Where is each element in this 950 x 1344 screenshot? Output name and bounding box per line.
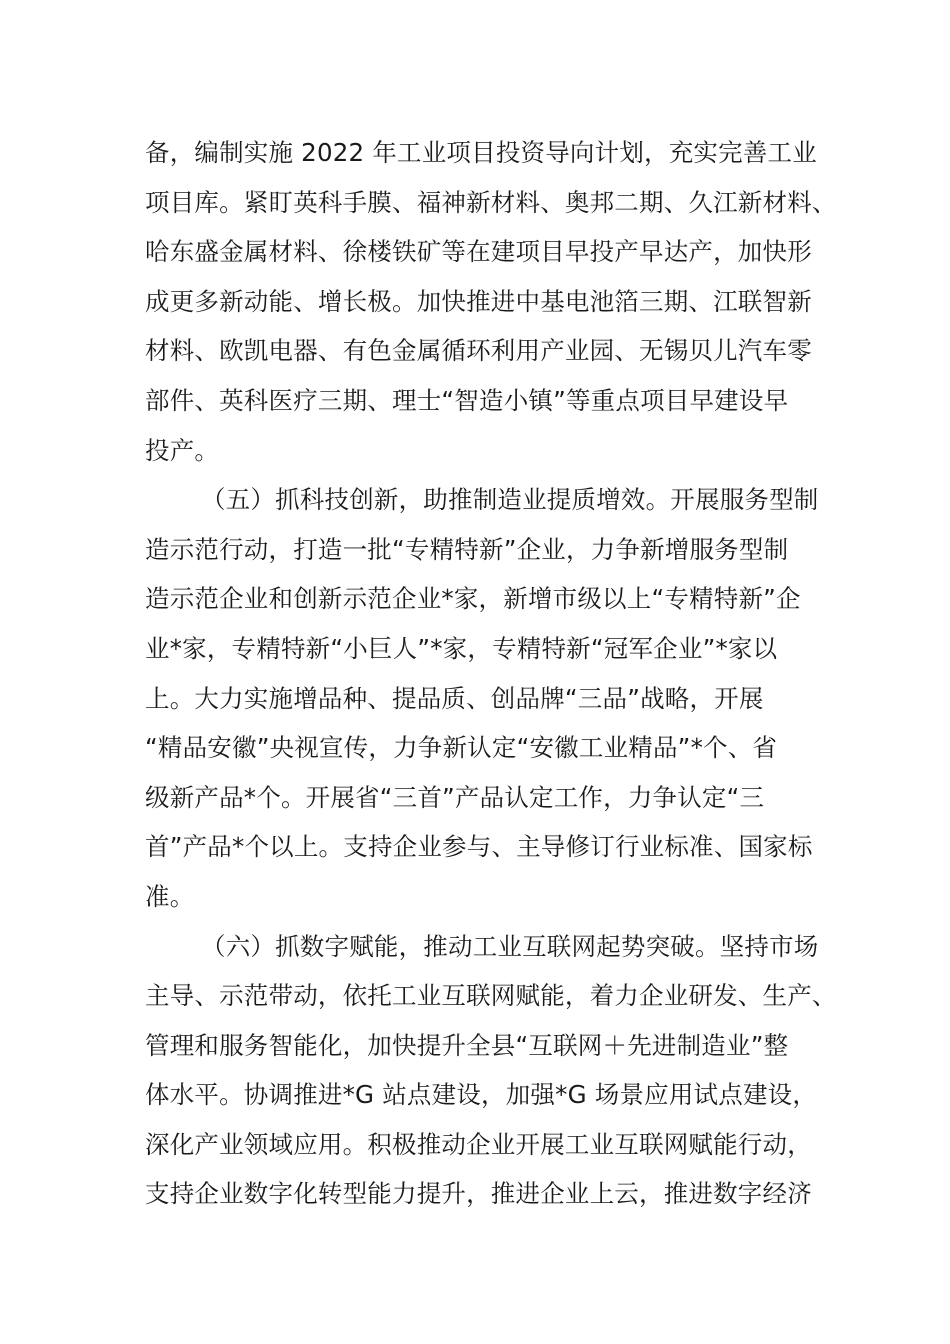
text-line: 投产。 [145, 435, 220, 465]
text-line: 造示范行动，打造一批“专精特新”企业，力争新增服务型制 [145, 534, 789, 564]
text-line: 业*家，专精特新“小巨人”*家，专精特新“冠军企业”*家以 [145, 633, 778, 663]
text-line: 备，编制实施 2022 年工业项目投资导向计划，充实完善工业 [145, 138, 817, 167]
text-line: 哈东盛金属材料、徐楼铁矿等在建项目早投产早达产，加快形 [145, 237, 812, 267]
text-line: 支持企业数字化转型能力提升，推进企业上云，推进数字经济 [145, 1179, 812, 1209]
text-line: 材料、欧凯电器、有色金属循环利用产业园、无锡贝儿汽车零 [145, 336, 812, 366]
text-line: 级新产品*个。开展省“三首”产品认定工作，力争认定“三 [145, 782, 765, 812]
text-line: 成更多新动能、增长极。加快推进中基电池箔三期、江联智新 [145, 286, 812, 316]
section-heading-line: （六）抓数字赋能，推动工业互联网起势突破。坚持市场 [201, 931, 819, 961]
body-text [145, 128, 837, 1219]
text-line: 体水平。协调推进*G 站点建设，加强*G 场景应用试点建设， [145, 1080, 818, 1110]
text-line: 上。大力实施增品种、提品质、创品牌“三品”战略，开展 [145, 683, 764, 713]
text-line: 准。 [145, 881, 195, 911]
text-line: 首”产品*个以上。支持企业参与、主导修订行业标准、国家标 [145, 832, 813, 862]
text-line: 主导、示范带动，依托工业互联网赋能，着力企业研发、生产、 [145, 981, 837, 1011]
text-line: “精品安徽”央视宣传，力争新认定“安徽工业精品”*个、省 [145, 733, 778, 763]
text-line: 深化产业领域应用。积极推动企业开展工业互联网赋能行动， [145, 1129, 812, 1159]
text-line: 造示范企业和创新示范企业*家，新增市级以上“专精特新”企 [145, 584, 801, 614]
text-line: 部件、英科医疗三期、理士“智造小镇”等重点项目早建设早 [145, 385, 789, 415]
text-line: 管理和服务智能化，加快提升全县“互联网＋先进制造业”整 [145, 1030, 789, 1060]
text-line: 项目库。紧盯英科手膜、福神新材料、奥邦二期、久江新材料、 [145, 187, 837, 217]
section-heading-line: （五）抓科技创新，助推制造业提质增效。开展服务型制 [201, 485, 819, 515]
